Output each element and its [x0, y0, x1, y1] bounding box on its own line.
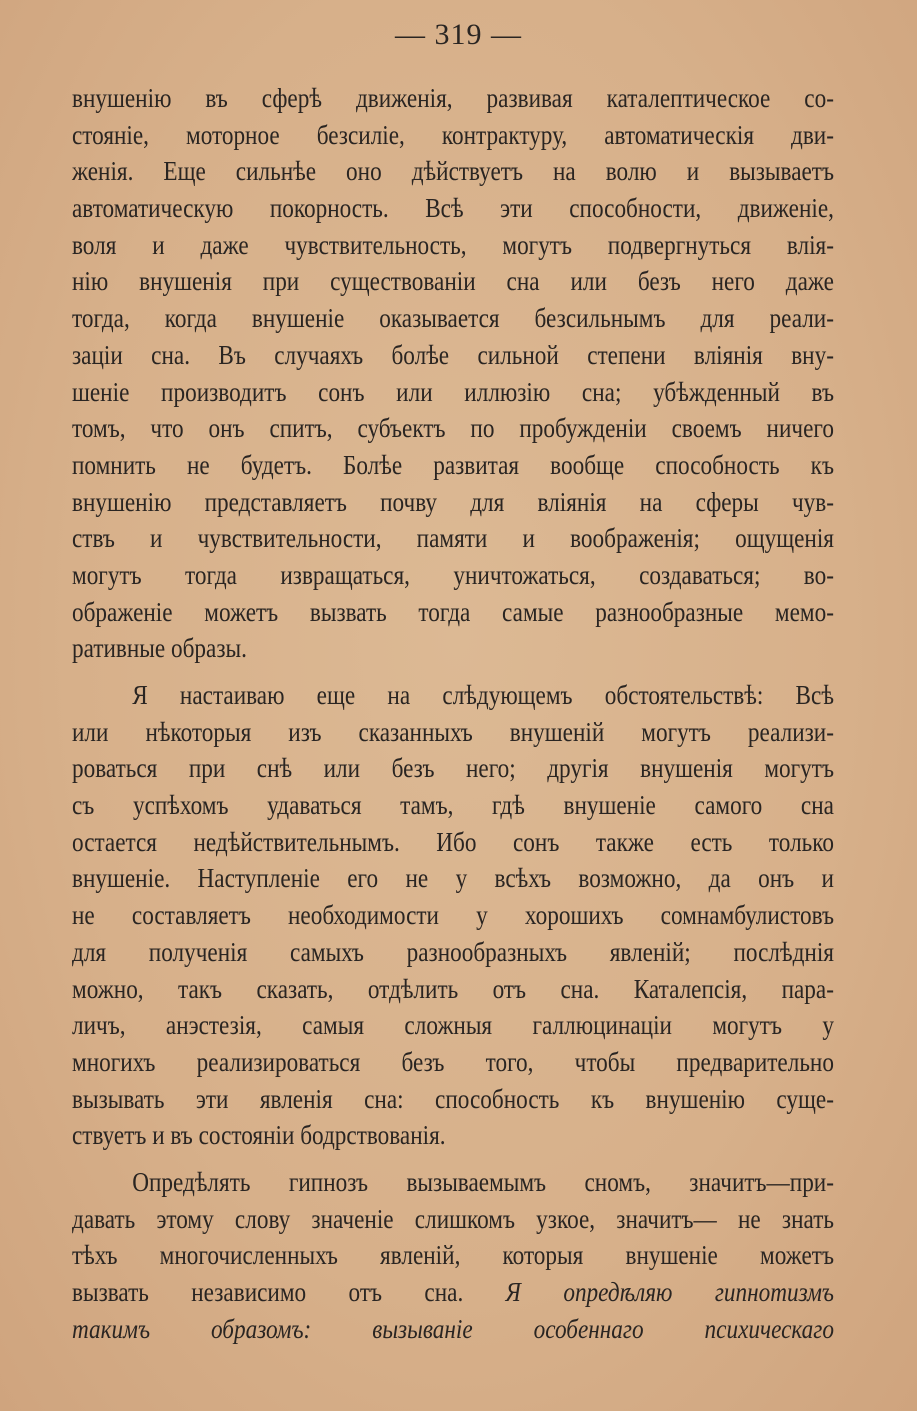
text-line: ствъ и чувствительности, памяти и воображенія; ощущенія [72, 523, 834, 554]
text-line: помнить не будетъ. Болѣе развитая вообще способность къ [72, 449, 834, 480]
text-line: автоматическую покорность. Всѣ эти способности, движеніе, [72, 193, 834, 224]
text-line: воля и даже чувствительность, могутъ подвергнуться влія- [72, 229, 834, 260]
text-line: роваться при снѣ или безъ него; другія внушенія могутъ [72, 753, 834, 784]
text-line: внушеніе. Наступленіе его не у всѣхъ возможно, да онъ и [72, 863, 834, 894]
page-number: — 319 — [395, 18, 522, 51]
text-line: не составляетъ необходимости у хорошихъ сомнамбулистовъ [72, 900, 834, 931]
paragraph-1 [72, 80, 834, 667]
text-line: ствуетъ и въ состояніи бодрствованія. [72, 1120, 446, 1151]
text-line-mixed [72, 1274, 834, 1311]
text-line: ображеніе можетъ вызвать тогда самые разнообразные мемо- [72, 596, 834, 627]
text-line: личъ, анэстезія, самыя сложныя галлюцинаціи могутъ у [72, 1010, 834, 1041]
text-line: Опредѣлять гипнозъ вызываемымъ сномъ, значитъ—при- [132, 1166, 834, 1197]
text-line: внушенію представляетъ почву для вліянія на сферы чув- [72, 486, 834, 517]
text-line: женія. Еще сильнѣе оно дѣйствуетъ на волю и вызываетъ [72, 156, 834, 187]
text-line: тѣхъ многочисленныхъ явленій, которыя внушеніе можетъ [72, 1240, 834, 1271]
text-line-italic: такимъ образомъ: вызываніе особеннаго психическаго [72, 1313, 834, 1344]
text-line: остается недѣйствительнымъ. Ибо сонъ также есть только [72, 826, 834, 857]
text-line: или нѣкоторыя изъ сказанныхъ внушеній могутъ реализи- [72, 716, 834, 747]
text-line: для полученія самыхъ разнообразныхъ явленій; послѣднія [72, 936, 834, 967]
text-line: многихъ реализироваться безъ того, чтобы предварительно [72, 1046, 834, 1077]
text-line: вызывать эти явленія сна: способность къ внушенію суще- [72, 1083, 834, 1114]
text-line: заціи сна. Въ случаяхъ болѣе сильной степени вліянія вну- [72, 339, 834, 370]
text-line: могутъ тогда извращаться, уничтожаться, создаваться; во- [72, 559, 834, 590]
text-line: Я настаиваю еще на слѣдующемъ обстоятельствѣ: Всѣ [132, 680, 834, 710]
body-text [72, 80, 834, 1347]
text-italic: Я опредѣляю гипнотизмъ [505, 1277, 834, 1307]
paragraph-3 [72, 1164, 834, 1347]
text-line: можно, такъ сказать, отдѣлить отъ сна. Каталепсія, пара- [72, 973, 834, 1004]
text-line: ративные образы. [72, 633, 247, 664]
text-line: съ успѣхомъ удаваться тамъ, гдѣ внушеніе самого сна [72, 790, 834, 821]
text-regular: вызвать независимо отъ сна. [72, 1277, 506, 1307]
text-line: нію внушенія при существованіи сна или безъ него даже [72, 266, 834, 297]
paragraph-2 [72, 677, 834, 1154]
text-line: давать этому слову значеніе слишкомъ узкое, значитъ— не знать [72, 1203, 834, 1234]
text-line: внушенію въ сферѣ движенія, развивая каталептическое со- [72, 83, 834, 113]
text-line: тогда, когда внушеніе оказывается безсильнымъ для реали- [72, 303, 834, 334]
text-line: шеніе производитъ сонъ или иллюзію сна; убѣжденный въ [72, 376, 834, 407]
text-line: томъ, что онъ спитъ, субъектъ по пробужденіи своемъ ничего [72, 413, 834, 444]
text-line: стояніе, моторное безсиліе, контрактуру, автоматическія дви- [72, 119, 834, 150]
